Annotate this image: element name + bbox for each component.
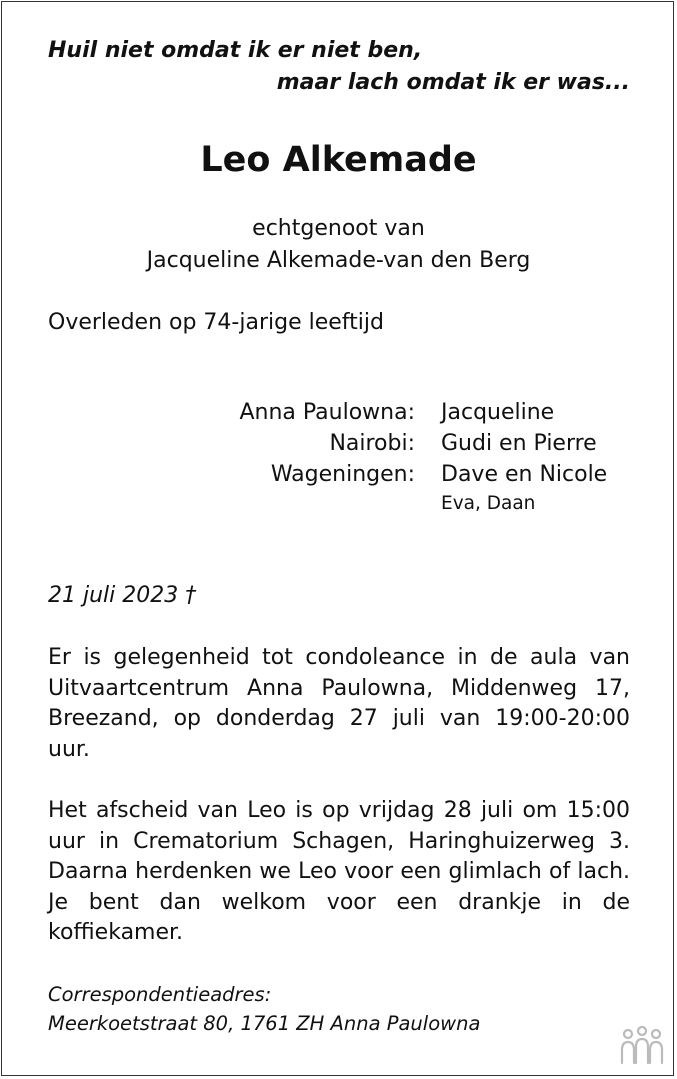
- family-place: Wageningen:: [270, 462, 415, 487]
- quote-line-1: Huil niet omdat ik er niet ben,: [48, 38, 423, 63]
- correspondence-address: Meerkoetstraat 80, 1761 ZH Anna Paulowna: [48, 1012, 481, 1035]
- relation-label: echtgenoot van: [252, 216, 425, 241]
- grandchildren-names: Eva, Daan: [441, 493, 536, 514]
- spouse-name: Jacqueline Alkemade-van den Berg: [146, 248, 531, 273]
- family-names: Jacqueline: [441, 400, 555, 425]
- age-text: Overleden op 74-jarige leeftijd: [48, 310, 384, 335]
- deceased-name: Leo Alkemade: [200, 140, 477, 180]
- correspondence-label: Correspondentieadres:: [48, 983, 272, 1006]
- family-names: Gudi en Pierre: [441, 431, 597, 456]
- condolence-paragraph: Er is gelegenheid tot condoleance in de aula van Uitvaartcentrum Anna Paulowna, Middenweg 17, Breezand, op donderdag 27 juli van 19:00-20:00 uur.: [48, 645, 630, 762]
- quote-line-2: maar lach omdat ik er was...: [276, 70, 630, 95]
- family-place: Nairobi:: [329, 431, 415, 456]
- family-names: Dave en Nicole: [441, 462, 608, 487]
- family-place: Anna Paulowna:: [239, 400, 415, 425]
- farewell-paragraph: Het afscheid van Leo is op vrijdag 28 juli om 15:00 uur in Crematorium Schagen, Haringhuizerweg 3. Daarna herdenken we Leo voor een glimlach of lach. Je bent dan welkom voor een drankje in de koffiekamer.: [48, 798, 630, 945]
- death-date: 21 juli 2023 †: [48, 583, 197, 608]
- people-group-icon: [618, 1023, 666, 1067]
